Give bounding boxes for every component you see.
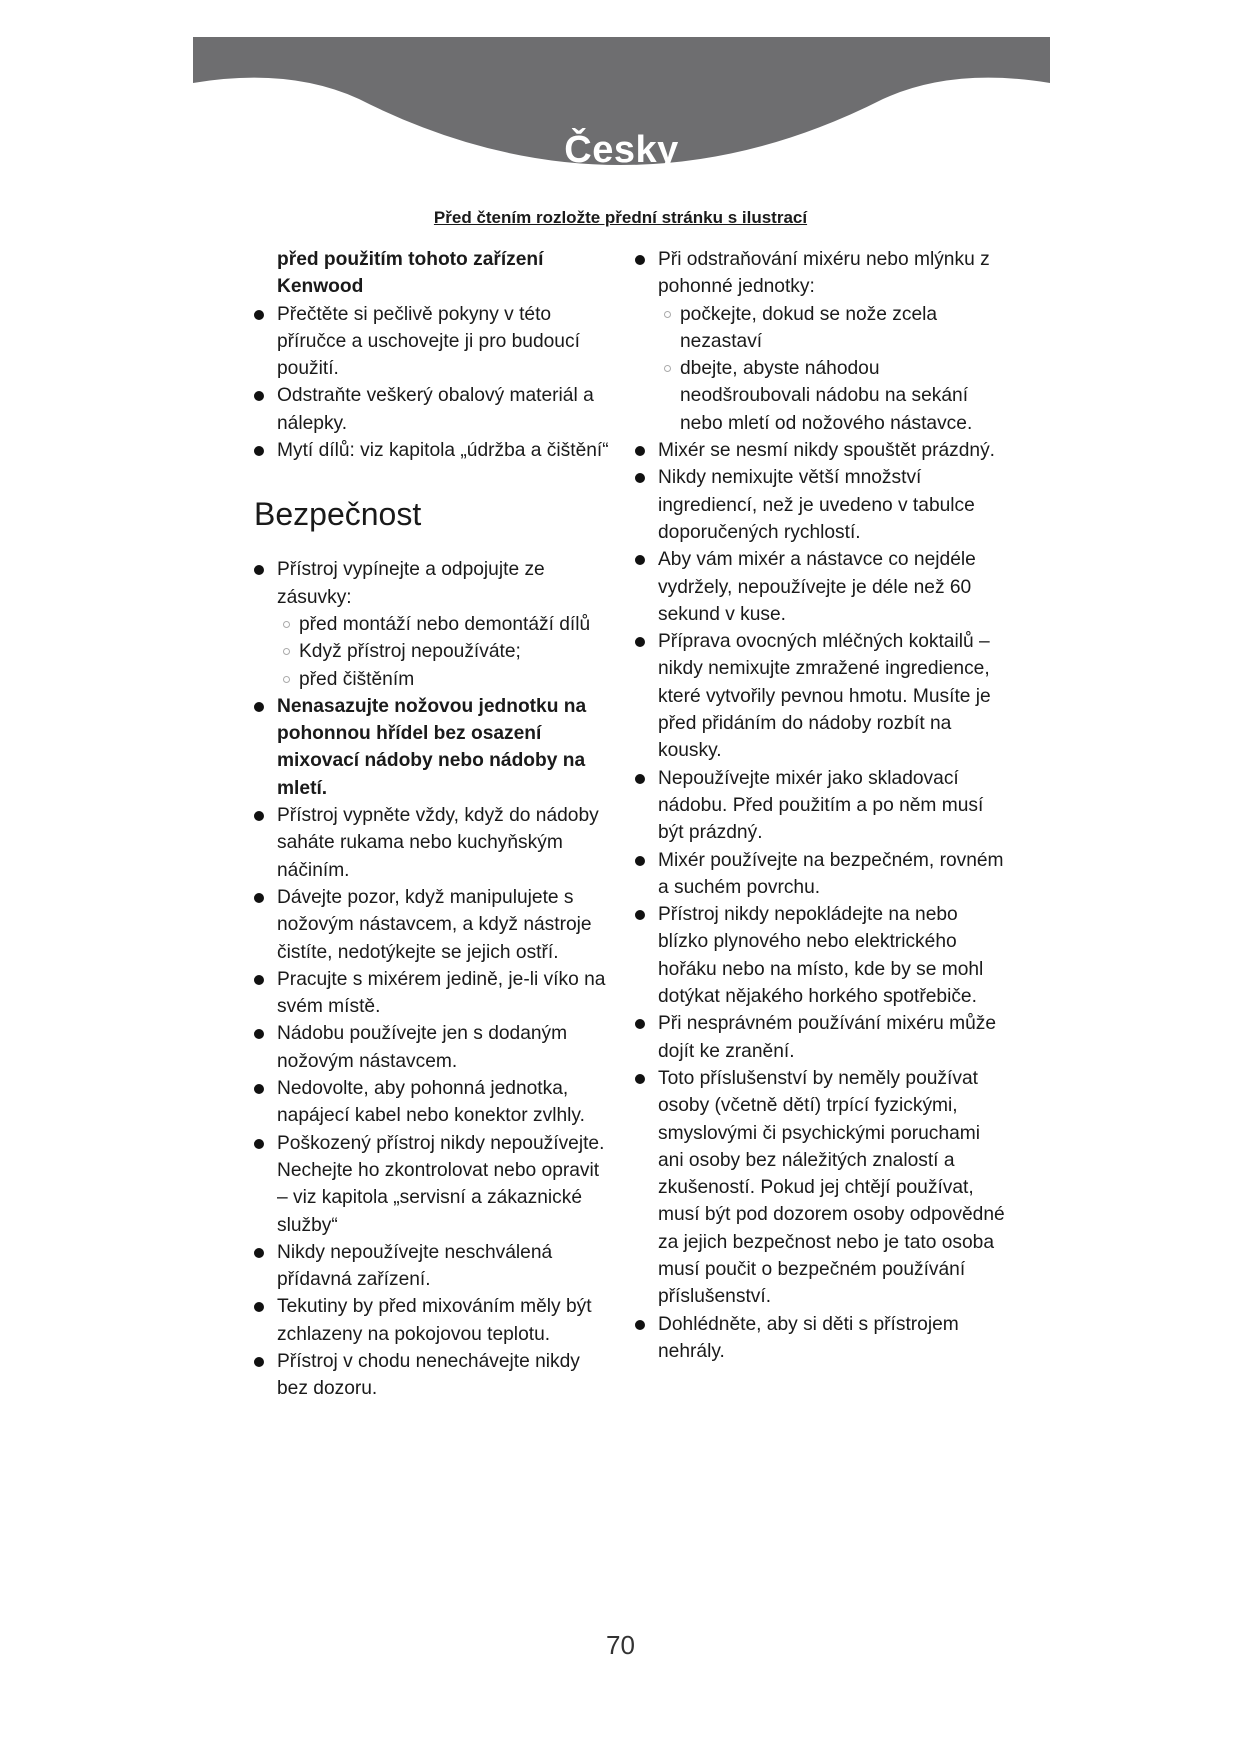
bullet-icon [254, 1084, 264, 1094]
sub-list-item: dbejte, abyste náhodou neodšroubovali nádobu na sekání nebo mletí od nožového nástavce. [635, 355, 1005, 437]
bullet-icon [254, 565, 264, 575]
bullet-icon [254, 1139, 264, 1149]
list-item: Odstraňte veškerý obalový materiál a nálepky. [254, 382, 610, 437]
list-item: Přístroj vypínejte a odpojujte ze zásuvky: [254, 556, 610, 611]
bullet-icon [254, 1357, 264, 1367]
list-item: Mixér používejte na bezpečném, rovném a suchém povrchu. [635, 847, 1005, 902]
bullet-icon [635, 255, 645, 265]
list-item: Přístroj nikdy nepokládejte na nebo blízko plynového nebo elektrického hořáku nebo na místo, kde by se mohl dotýkat nějakého horkého spotřebiče. [635, 901, 1005, 1010]
list-item: Příprava ovocných mléčných koktailů – nikdy nemixujte zmražené ingredience, které vytvořily pevnou hmotu. Musíte je před přidáním do nádoby rozbít na kousky. [635, 628, 1005, 764]
list-item: Poškozený přístroj nikdy nepoužívejte. Nechejte ho zkontrolovat nebo opravit – viz kapitola „servisní a zákaznické služby“ [254, 1130, 610, 1239]
list-item: Dávejte pozor, když manipulujete s nožovým nástavcem, a když nástroje čistíte, nedotýkejte se jejich ostří. [254, 884, 610, 966]
subtitle: Před čtením rozložte přední stránku s ilustrací [433, 208, 808, 227]
list-item: Nikdy nemixujte větší množství ingrediencí, než je uvedeno v tabulce doporučených rychlostí. [635, 464, 1005, 546]
ring-bullet-icon [664, 365, 671, 372]
bullet-icon [635, 473, 645, 483]
bullet-icon [635, 1320, 645, 1330]
bullet-icon [635, 637, 645, 647]
list-item: Nikdy nepoužívejte neschválená přídavná zařízení. [254, 1239, 610, 1294]
bullet-icon [254, 811, 264, 821]
bullet-icon [635, 555, 645, 565]
sub-list-item: před čištěním [254, 666, 610, 693]
bullet-icon [635, 774, 645, 784]
sub-list-item: před montáží nebo demontáží dílů [254, 611, 610, 638]
list-item: Mytí dílů: viz kapitola „údržba a čištění“ [254, 437, 610, 464]
bullet-icon [635, 446, 645, 456]
bullet-icon [254, 702, 264, 712]
bullet-icon [254, 1029, 264, 1039]
section-heading: Bezpečnost [254, 496, 422, 533]
page-title: Česky [564, 129, 679, 171]
list-item-bold: Nenasazujte nožovou jednotku na pohonnou hřídel bez osazení mixovací nádoby nebo nádoby na mletí. [254, 693, 610, 802]
list-item: Nádobu používejte jen s dodaným nožovým nástavcem. [254, 1020, 610, 1075]
ring-bullet-icon [283, 648, 290, 655]
list-item: Mixér se nesmí nikdy spouštět prázdný. [635, 437, 1005, 464]
bullet-icon [635, 856, 645, 866]
ring-bullet-icon [283, 676, 290, 683]
bullet-icon [635, 1019, 645, 1029]
page-number: 70 [606, 1630, 635, 1660]
bullet-icon [254, 975, 264, 985]
intro-lead: před použitím tohoto zařízení Kenwood [277, 249, 544, 298]
list-item: Tekutiny by před mixováním měly být zchlazeny na pokojovou teplotu. [254, 1293, 610, 1348]
list-item: Přístroj v chodu nenechávejte nikdy bez dozoru. [254, 1348, 610, 1403]
list-item: Nepoužívejte mixér jako skladovací nádobu. Před použitím a po něm musí být prázdný. [635, 765, 1005, 847]
sub-list-item: počkejte, dokud se nože zcela nezastaví [635, 301, 1005, 356]
list-item: Při odstraňování mixéru nebo mlýnku z pohonné jednotky: [635, 246, 1005, 301]
bullet-icon [254, 1302, 264, 1312]
list-item: Toto příslušenství by neměly používat osoby (včetně dětí) trpící fyzickými, smyslovými či psychickými poruchami ani osoby bez náležitých znalostí a zkušeností. Pokud jej chtějí používat, musí být pod dozorem osoby odpovědné za jejich bezpečnost nebo je tato osoba musí poučit o bezpečném používání příslušenství. [635, 1065, 1005, 1311]
list-item: Přečtěte si pečlivě pokyny v této příručce a uschovejte ji pro budoucí použití. [254, 301, 610, 383]
list-item: Pracujte s mixérem jedině, je-li víko na svém místě. [254, 966, 610, 1021]
banner-shape [193, 37, 1050, 197]
bullet-icon [635, 910, 645, 920]
bullet-icon [254, 446, 264, 456]
bullet-icon [635, 1074, 645, 1084]
ring-bullet-icon [664, 311, 671, 318]
bullet-icon [254, 893, 264, 903]
right-column [635, 246, 1005, 1365]
header-banner [193, 37, 1050, 197]
sub-list-item: Když přístroj nepoužíváte; [254, 638, 610, 665]
left-column [254, 246, 610, 1403]
ring-bullet-icon [283, 621, 290, 628]
bullet-icon [254, 391, 264, 401]
list-item: Nedovolte, aby pohonná jednotka, napájecí kabel nebo konektor zvlhly. [254, 1075, 610, 1130]
list-item: Přístroj vypněte vždy, když do nádoby saháte rukama nebo kuchyňským náčiním. [254, 802, 610, 884]
bullet-icon [254, 310, 264, 320]
list-item: Aby vám mixér a nástavce co nejdéle vydržely, nepoužívejte je déle než 60 sekund v kuse. [635, 546, 1005, 628]
list-item: Při nesprávném používání mixéru může dojít ke zranění. [635, 1010, 1005, 1065]
bullet-icon [254, 1248, 264, 1258]
list-item: Dohlédněte, aby si děti s přístrojem nehrály. [635, 1311, 1005, 1366]
